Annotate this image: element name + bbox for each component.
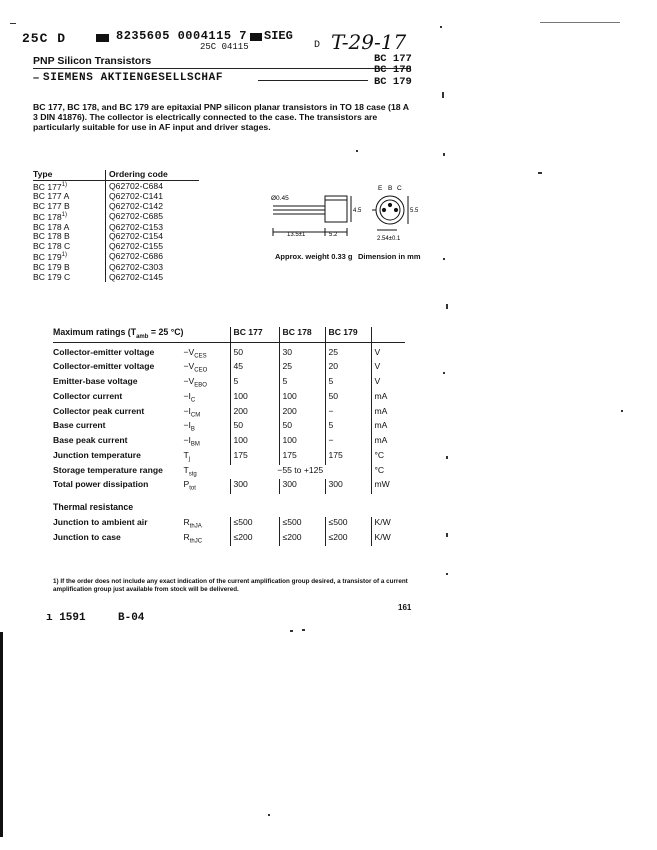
table-row: BC 178 B Q62702-C154 — [33, 232, 199, 242]
dim-body: 5.2 — [329, 232, 338, 238]
table-row: BC 178 A Q62702-C153 — [33, 223, 199, 233]
table-row: Collector peak current $-I_{CM}$ 200 200 − mA — [53, 406, 405, 421]
dim-length: 13.5±1 — [287, 232, 306, 238]
table-row: Base current $-I_B$ 50 50 5 mA — [53, 420, 405, 435]
page-title: PNP Silicon Transistors — [33, 55, 152, 67]
scan-speck — [446, 304, 448, 309]
dim-diameter: 5.5 — [410, 208, 419, 214]
dimension-label: Dimension in mm — [358, 252, 421, 261]
table-row: BC 179 C Q62702-C145 — [33, 273, 199, 283]
ordering-table — [33, 170, 199, 282]
table-row: Storage temperature range $T_{stg}$ −55 to +125 °C — [53, 465, 405, 480]
thermal-title: Thermal resistance — [53, 501, 134, 512]
ordering-codes — [33, 170, 199, 282]
scan-speck — [442, 92, 444, 98]
scan-speck — [440, 26, 442, 28]
pin-label-e: E — [378, 185, 383, 192]
table-row: Collector-emitter voltage $-V_{CEO}$ 45 25 20 V — [53, 361, 405, 376]
pin-label-b: B — [388, 185, 393, 192]
scan-speck — [446, 533, 448, 537]
handwritten-code: T-29-17 — [331, 30, 407, 54]
table-row: Collector current $-I_C$ 100 100 50 mA — [53, 391, 405, 406]
scan-brand-code: SIEG — [264, 29, 293, 43]
pin-label-c: C — [397, 185, 402, 192]
table-row: Total power dissipation $P_{tot}$ 300 300 300 mW — [53, 479, 405, 494]
col-bc178: BC 178 — [279, 327, 325, 342]
scan-speck — [268, 814, 270, 816]
scan-speck — [443, 258, 445, 260]
table-row: Junction to ambient air $R_{thJA}$ ≤500 ≤500 ≤500 K/W — [53, 517, 405, 532]
brand-block-icon — [250, 33, 262, 41]
company-name: SIEMENS AKTIENGESELLSCHAF — [43, 72, 224, 84]
scan-speck — [538, 172, 542, 174]
max-ratings-table — [53, 327, 405, 546]
scan-speck — [443, 372, 445, 374]
description: BC 177, BC 178, and BC 179 are epitaxial PNP silicon planar transistors in TO 18 case (18 A 3 DIN 41876). The collector is electrically connected to the case. The transistors are particularly suitable for use in AF input and driver stages. — [33, 102, 409, 132]
bottom-mark-left: ı 1591 — [46, 612, 86, 624]
scan-speck — [10, 23, 16, 24]
scan-speck — [443, 153, 445, 156]
ordering-code-header: Ordering code — [106, 170, 200, 180]
model-bc178: BC 178 — [374, 64, 412, 76]
bottom-mark-right: B-04 — [118, 612, 145, 624]
scan-sub-code: 25C 04115 — [200, 42, 249, 52]
scan-speck — [446, 456, 448, 459]
table-row: BC 177 B Q62702-C142 — [33, 202, 199, 212]
table-row: BC 179$^{1)}$ Q62702-C686 — [33, 251, 199, 262]
table-row: Base peak current $-I_{BM}$ 100 100 − mA — [53, 435, 405, 450]
page-number: 161 — [398, 603, 412, 612]
table-row: Junction to case $R_{thJC}$ ≤200 ≤200 ≤200 K/W — [53, 532, 405, 547]
footnote: 1) If the order does not include any exact indication of the current amplification group desired, a transistor of a current amplification group just available from stock will be delivered. — [53, 578, 408, 593]
table-row: BC 177$^{1)}$ Q62702-C684 — [33, 180, 199, 192]
scan-speck — [356, 150, 358, 152]
scan-speck — [446, 573, 448, 575]
scan-d-mark: D — [314, 40, 321, 51]
scan-speck — [621, 410, 623, 412]
col-bc177: BC 177 — [230, 327, 279, 342]
model-bc179: BC 179 — [374, 76, 412, 88]
col-bc179: BC 179 — [325, 327, 371, 342]
scan-speck — [540, 22, 620, 23]
table-row: BC 177 A Q62702-C141 — [33, 192, 199, 202]
model-bc177: BC 177 — [374, 53, 412, 65]
package-drawing — [265, 178, 435, 258]
table-row: BC 178$^{1)}$ Q62702-C685 — [33, 211, 199, 222]
max-ratings-title: Maximum ratings ($T_{amb} = 25$ °C) — [53, 327, 184, 340]
table-row: BC 179 B Q62702-C303 — [33, 263, 199, 273]
scan-barcode-number: 8235605 0004115 7 — [116, 29, 247, 43]
table-row: Collector-emitter voltage $-V_{CES}$ 50 30 25 V — [53, 347, 405, 362]
scan-code-left: 25C D — [22, 31, 67, 46]
company-dash: – — [33, 72, 40, 84]
scan-speck — [302, 629, 305, 631]
weight-label: Approx. weight 0.33 g — [275, 252, 353, 261]
table-row: Junction temperature $T_j$ 175 175 175 °C — [53, 450, 405, 465]
dim-lead-dia: Ø0.45 — [271, 195, 289, 202]
header-rule-top — [33, 68, 411, 69]
dim-pitch: 2.54±0.1 — [377, 236, 401, 242]
ordering-type-header: Type — [33, 170, 106, 180]
dim-height: 4.5 — [353, 208, 362, 214]
scan-left-edge — [0, 632, 3, 837]
company-rule — [258, 80, 368, 81]
table-row: Emitter-base voltage $-V_{EBO}$ 5 5 5 V — [53, 376, 405, 391]
scan-speck — [290, 630, 293, 632]
barcode-block-icon — [96, 34, 109, 42]
table-row: BC 178 C Q62702-C155 — [33, 242, 199, 252]
